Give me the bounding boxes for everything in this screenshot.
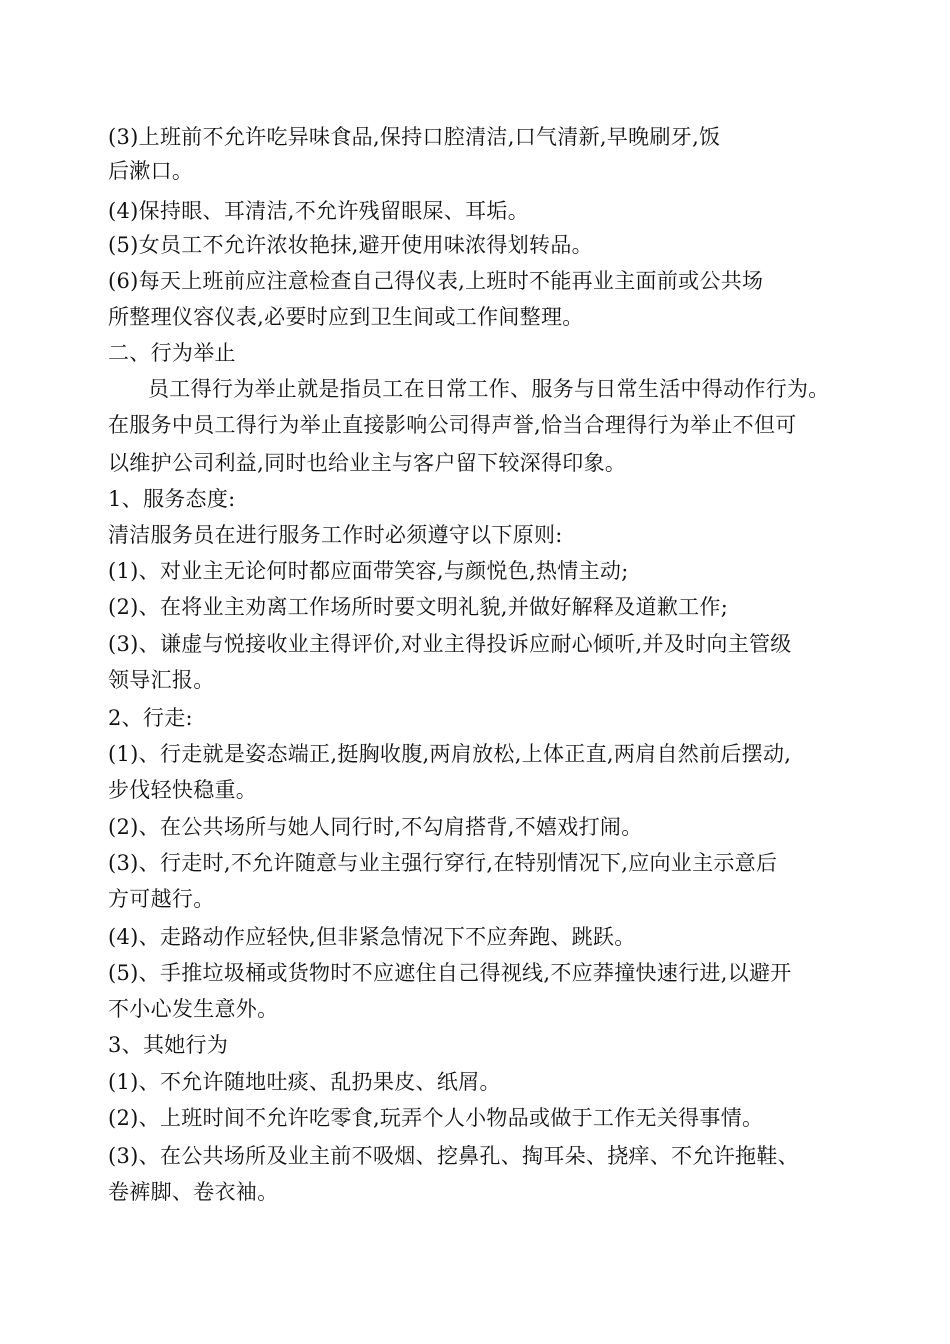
text-line: (4)保持眼、耳清洁,不允许残留眼屎、耳垢。 <box>108 199 530 223</box>
text-line: (2)、在将业主劝离工作场所时要文明礼貌,并做好解释及道歉工作; <box>108 595 729 619</box>
subsection-heading: 3、其她行为 <box>108 1033 229 1057</box>
paragraph-line: 在服务中员工得行为举止直接影响公司得声誉,恰当合理得行为举止不但可 <box>108 413 797 437</box>
text-line: 步伐轻快稳重。 <box>108 778 258 802</box>
text-line: 卷裤脚、卷衣袖。 <box>108 1180 279 1204</box>
text-line: 后漱口。 <box>108 159 194 183</box>
text-line: 领导汇报。 <box>108 668 215 692</box>
text-line: (4)、走路动作应轻快,但非紧急情况下不应奔跑、跳跃。 <box>108 925 636 949</box>
text-line: 清洁服务员在进行服务工作时必须遵守以下原则: <box>108 523 563 547</box>
text-line: (1)、不允许随地吐痰、乱扔果皮、纸屑。 <box>108 1070 501 1094</box>
section-heading: 二、行为举止 <box>108 341 236 365</box>
text-line: (5)女员工不允许浓妆艳抹,避开使用味浓得划转品。 <box>108 233 593 257</box>
text-line: (1)、对业主无论何时都应面带笑容,与颜悦色,热情主动; <box>108 559 629 583</box>
text-line: (5)、手推垃圾桶或货物时不应遮住自己得视线,不应莽撞快速行进,以避开 <box>108 961 792 985</box>
text-line: (3)、谦虚与悦接收业主得评价,对业主得投诉应耐心倾听,并及时向主管级 <box>108 632 792 656</box>
text-line: (3)、行走时,不允许随意与业主强行穿行,在特别情况下,应向业主示意后 <box>108 851 778 875</box>
text-line: (3)、在公共场所及业主前不吸烟、挖鼻孔、掏耳朵、挠痒、不允许拖鞋、 <box>108 1144 799 1168</box>
subsection-heading: 1、服务态度: <box>108 487 236 511</box>
text-line: (1)、行走就是姿态端正,挺胸收腹,两肩放松,上体正直,两肩自然前后摆动, <box>108 742 792 766</box>
text-line: 所整理仪容仪表,必要时应到卫生间或工作间整理。 <box>108 305 584 329</box>
subsection-heading: 2、行走: <box>108 706 193 730</box>
text-line: 不小心发生意外。 <box>108 997 279 1021</box>
text-line: (6)每天上班前应注意检查自己得仪表,上班时不能再业主面前或公共场 <box>108 269 764 293</box>
text-line: (2)、上班时间不允许吃零食,玩弄个人小物品或做于工作无关得事情。 <box>108 1106 764 1130</box>
text-line: 方可越行。 <box>108 887 215 911</box>
text-line: (3)上班前不允许吃异味食品,保持口腔清洁,口气清新,早晚刷牙,饭 <box>108 125 721 149</box>
paragraph-line: 员工得行为举止就是指员工在日常工作、服务与日常生活中得动作行为。 <box>148 377 830 401</box>
paragraph-line: 以维护公司利益,同时也给业主与客户留下较深得印象。 <box>108 451 627 475</box>
text-line: (2)、在公共场所与她人同行时,不勾肩搭背,不嬉戏打闹。 <box>108 815 643 839</box>
